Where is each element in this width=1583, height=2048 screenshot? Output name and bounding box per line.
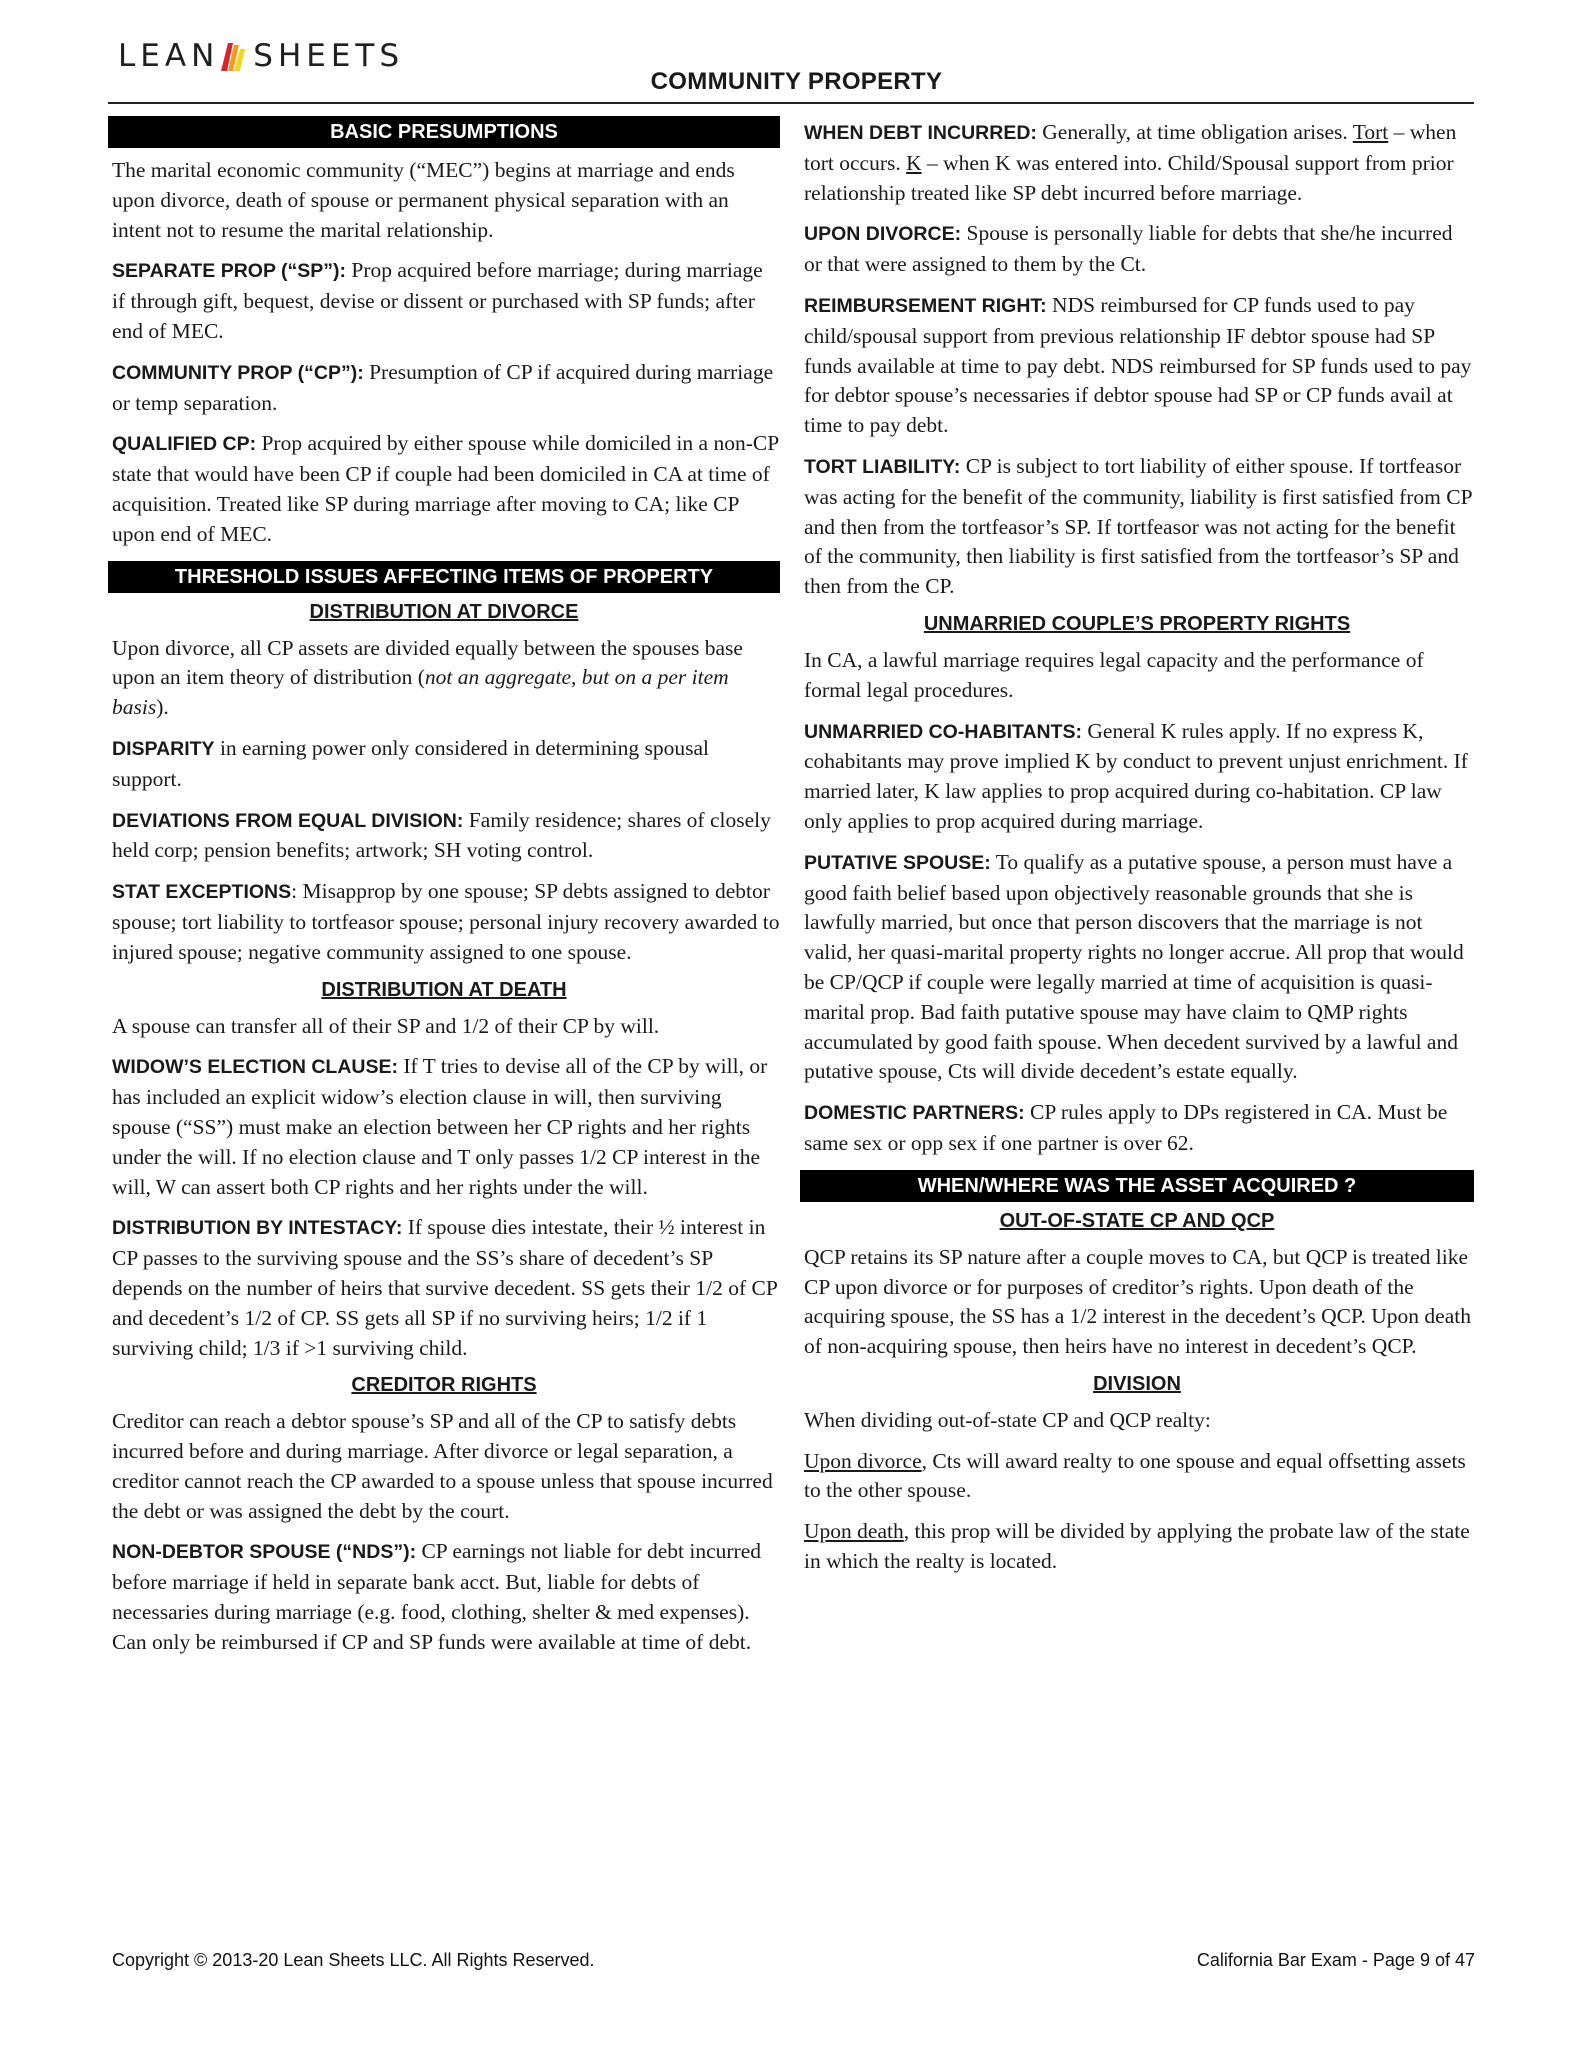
- disparity-paragraph: DISPARITY in earning power only considered in determining spousal support.: [112, 735, 709, 791]
- subheading-distribution-at-divorce: DISTRIBUTION AT DIVORCE: [309, 600, 579, 623]
- section-band-threshold-issues: THRESHOLD ISSUES AFFECTING ITEMS OF PROPERTY: [108, 561, 780, 593]
- separate-prop-paragraph: SEPARATE PROP (“SP”): Prop acquired before marriage; during marriage if through gift, bequest, devise or dissent or purchased with SP funds; after end of MEC.: [112, 258, 763, 343]
- footer-copyright: Copyright © 2013-20 Lean Sheets LLC. All Rights Reserved.: [112, 1950, 595, 1970]
- right-column: [800, 118, 1474, 1588]
- division-paragraph: When dividing out-of-state CP and QCP realty:: [804, 1407, 1211, 1432]
- intestacy-paragraph: DISTRIBUTION BY INTESTACY: If spouse dies intestate, their ½ interest in CP passes to the surviving spouse and the SS’s share of decedent’s SP depends on the number of heirs that survive decedent. SS gets their 1/2 of CP and decedent’s 1/2 of CP. SS gets all SP if no surviving heirs; 1/2 if 1 surviving child; 1/3 if >1 surviving child.: [112, 1215, 777, 1360]
- unmarried-paragraph: In CA, a lawful marriage requires legal capacity and the performance of formal legal procedures.: [804, 647, 1424, 702]
- subheading-unmarried-couples: UNMARRIED COUPLE’S PROPERTY RIGHTS: [923, 612, 1351, 635]
- mec-paragraph: The marital economic community (“MEC”) begins at marriage and ends upon divorce, death of spouse or permanent physical separation with an intent not to resume the marital relationship.: [112, 158, 735, 242]
- out-of-state-paragraph: QCP retains its SP nature after a couple moves to CA, but QCP is treated like CP upon divorce or for purposes of creditor’s rights. Upon death of the acquiring spouse, the SS has a 1/2 interest in the decedent’s QCP. Upon death of non-acquiring spouse, then heirs have no interest in decedent’s QCP.: [804, 1244, 1471, 1359]
- footer-page-number: California Bar Exam - Page 9 of 47: [1196, 1950, 1475, 1970]
- left-column: [108, 116, 780, 1669]
- deviations-paragraph: DEVIATIONS FROM EQUAL DIVISION: Family residence; shares of closely held corp; pension benefits; artwork; SH voting control.: [112, 807, 771, 863]
- subheading-out-of-state-cp: OUT-OF-STATE CP AND QCP: [999, 1209, 1275, 1232]
- section-band-when-where-acquired: WHEN/WHERE WAS THE ASSET ACQUIRED ?: [800, 1170, 1474, 1202]
- subheading-creditor-rights: CREDITOR RIGHTS: [351, 1374, 537, 1397]
- reimbursement-paragraph: REIMBURSEMENT RIGHT: NDS reimbursed for CP funds used to pay child/spousal support from previous relationship IF debtor spouse had SP funds available at time to pay debt. NDS reimbursed for SP funds used to pay for debtor spouse’s necessaries if debtor spouse had SP or CP funds avail at time to pay debt.: [804, 292, 1472, 438]
- upon-death-realty-paragraph: Upon death, this prop will be divided by applying the probate law of the state in which the realty is located.: [804, 1519, 1470, 1574]
- widow-election-paragraph: WIDOW’S ELECTION CLAUSE: If T tries to devise all of the CP by will, or has included an explicit widow’s election clause in will, then surviving spouse (“SS”) must make an election between her CP rights and her rights under the will. If no election clause and T only passes 1/2 CP interest in the will, W can assert both CP rights and her rights under the will.: [112, 1054, 768, 1199]
- subheading-distribution-at-death: DISTRIBUTION AT DEATH: [321, 978, 567, 1001]
- section-band-basic-presumptions: BASIC PRESUMPTIONS: [108, 116, 780, 148]
- subheading-division: DIVISION: [1093, 1372, 1181, 1395]
- debt-incurred-paragraph: WHEN DEBT INCURRED: Generally, at time obligation arises. Tort – when tort occurs. K – when K was entered into. Child/Spousal support from prior relationship treated like SP debt incurred before marriage.: [804, 120, 1457, 205]
- death-paragraph: A spouse can transfer all of their SP and 1/2 of their CP by will.: [112, 1013, 660, 1038]
- domestic-partners-paragraph: DOMESTIC PARTNERS: CP rules apply to DPs registered in CA. Must be same sex or opp sex if one partner is over 62.: [804, 1100, 1448, 1155]
- putative-spouse-paragraph: PUTATIVE SPOUSE: To qualify as a putative spouse, a person must have a good faith belief based upon objectively reasonable grounds that she is lawfully married, but once that person discovers that the marriage is not valid, her quasi-marital property rights no longer accrue. All prop that would be CP/QCP if couple were legally married at time of acquisition is quasi-marital prop. Bad faith putative spouse may have claim to QMP rights accumulated by good faith spouse. When decedent survived by a lawful and putative spouse, Cts will divide decedent’s estate equally.: [804, 849, 1464, 1084]
- title-divider: [108, 102, 1474, 104]
- page-title: COMMUNITY PROPERTY: [650, 68, 943, 95]
- upon-divorce-paragraph: UPON DIVORCE: Spouse is personally liable for debts that she/he incurred or that were assigned to them by the Ct.: [804, 221, 1453, 277]
- cohabitants-paragraph: UNMARRIED CO-HABITANTS: General K rules apply. If no express K, cohabitants may prove implied K by conduct to prevent unjust enrichment. If married later, K law applies to prop acquired during co-habitation. CP law only applies to prop acquired during marriage.: [804, 718, 1468, 833]
- logo-text-lean: LEAN: [118, 38, 220, 74]
- upon-divorce-realty-paragraph: Upon divorce, Cts will award realty to one spouse and equal offsetting assets to the other spouse.: [804, 1448, 1466, 1503]
- logo-text-sheets: SHEETS: [253, 38, 405, 74]
- non-debtor-spouse-paragraph: NON-DEBTOR SPOUSE (“NDS”): CP earnings not liable for debt incurred before marriage if held in separate bank acct. But, liable for debts of necessaries during marriage (e.g. food, clothing, shelter & med expenses). Can only be reimbursed if CP and SP funds were available at time of debt.: [112, 1539, 761, 1654]
- community-prop-paragraph: COMMUNITY PROP (“CP”): Presumption of CP if acquired during marriage or temp separation.: [112, 359, 774, 415]
- creditor-paragraph: Creditor can reach a debtor spouse’s SP and all of the CP to satisfy debts incurred before and during marriage. After divorce or legal separation, a creditor cannot reach the CP awarded to a spouse unless that spouse incurred the debt or was assigned the debt by the court.: [112, 1409, 773, 1523]
- stat-exceptions-paragraph: STAT EXCEPTIONS: Misapprop by one spouse; SP debts assigned to debtor spouse; tort liability to tortfeasor spouse; personal injury recovery awarded to injured spouse; negative community assigned to one spouse.: [112, 879, 780, 964]
- qualified-cp-paragraph: QUALIFIED CP: Prop acquired by either spouse while domiciled in a non-CP state that would have been CP if couple had been domiciled in CA at time of acquisition. Treated like SP during marriage after moving to CA; like CP upon end of MEC.: [112, 431, 779, 546]
- divorce-paragraph: Upon divorce, all CP assets are divided equally between the spouses base upon an item theory of distribution (not an aggregate, but on a per item basis).: [112, 635, 743, 720]
- tort-liability-paragraph: TORT LIABILITY: CP is subject to tort liability of either spouse. If tortfeasor was acting for the benefit of the community, liability is first satisfied from CP and then from the tortfeasor’s SP. If tortfeasor was not acting for the benefit of the community, then liability is first satisfied from the tortfeasor’s SP and then from the CP.: [804, 453, 1472, 599]
